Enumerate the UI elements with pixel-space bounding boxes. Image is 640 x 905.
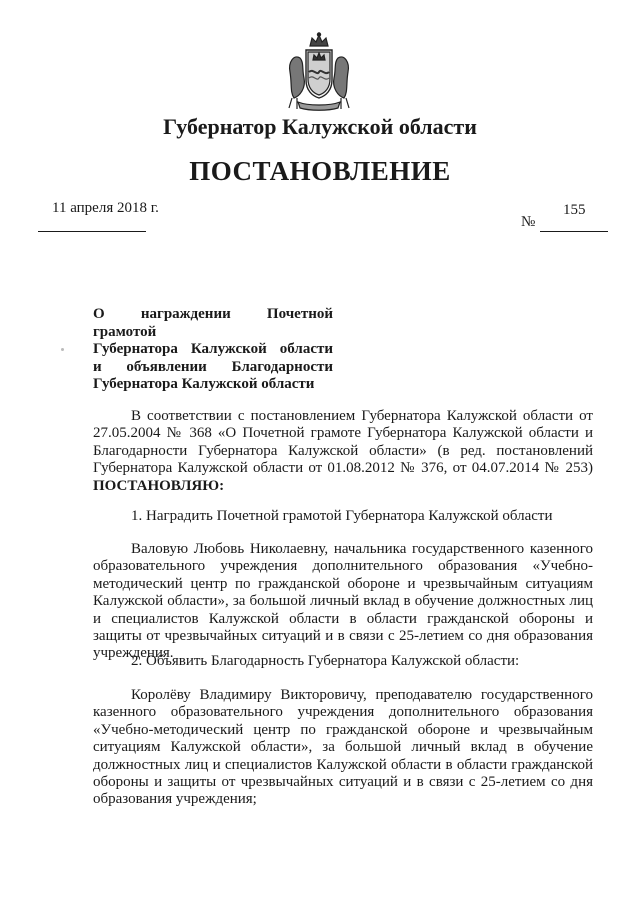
- item-2-text: Королёву Владимиру Викторовичу, преподавателю государственного казенного образовательного учреждения дополнительного образования «Учебно-методический центр по гражданской обороне и чрезвычайным ситуациям Калужской области», за большой личный вклад в обучение должностных лиц и специалистов Калужской области в области гражданской обороны и защиты от чрезвычайных ситуаций и в связи с 25-летием со дня образования учреждения;: [93, 687, 593, 808]
- document-date: 11 апреля 2018 г.: [52, 200, 159, 216]
- coat-of-arms-emblem: [284, 32, 354, 112]
- document-number: 155: [563, 202, 586, 218]
- decree-keyword: ПОСТАНОВЛЯЮ:: [93, 477, 225, 494]
- number-underline: [540, 231, 608, 232]
- subject-line: и объявлении Благодарности: [93, 358, 333, 375]
- subject-line: Губернатора Калужской области: [93, 341, 333, 358]
- intro-paragraph: [93, 408, 593, 495]
- item-1-heading: 1. Наградить Почетной грамотой Губернатора Калужской области: [131, 508, 553, 524]
- issuing-authority: Губернатор Калужской области: [163, 114, 477, 139]
- subject-line: О награждении Почетной грамотой: [93, 306, 333, 340]
- document-type-title: ПОСТАНОВЛЕНИЕ: [189, 156, 451, 186]
- subject-line: Губернатора Калужской области: [93, 376, 315, 393]
- item-2-paragraph: [93, 687, 593, 809]
- number-sign: №: [521, 214, 536, 230]
- intro-text: В соответствии с постановлением Губернатора Калужской области от 27.05.2004 № 368 «О Почетной грамоте Губернатора Калужской области и Благодарности Губернатора Калужской области» (в ред. постановлений Губернатора Калужской области от 01.08.2012 № 376, от 04.07.2014 № 253): [93, 408, 593, 477]
- item-2-heading: 2. Объявить Благодарность Губернатора Калужской области:: [131, 653, 520, 669]
- document-subject: [93, 306, 333, 394]
- scan-dot: [61, 348, 64, 351]
- date-underline: [38, 231, 146, 232]
- item-1-text: Валовую Любовь Николаевну, начальника государственного казенного образовательного учреждения дополнительного образования «Учебно-методический центр по гражданской обороне и чрезвычайным ситуациям Калужской области», за большой личный вклад в обучение должностных лиц и специалистов Калужской области в области гражданской обороны и защиты от чрезвычайных ситуаций и в связи с 25-летием со дня образования учреждения.: [93, 541, 593, 662]
- item-1-paragraph: [93, 541, 593, 663]
